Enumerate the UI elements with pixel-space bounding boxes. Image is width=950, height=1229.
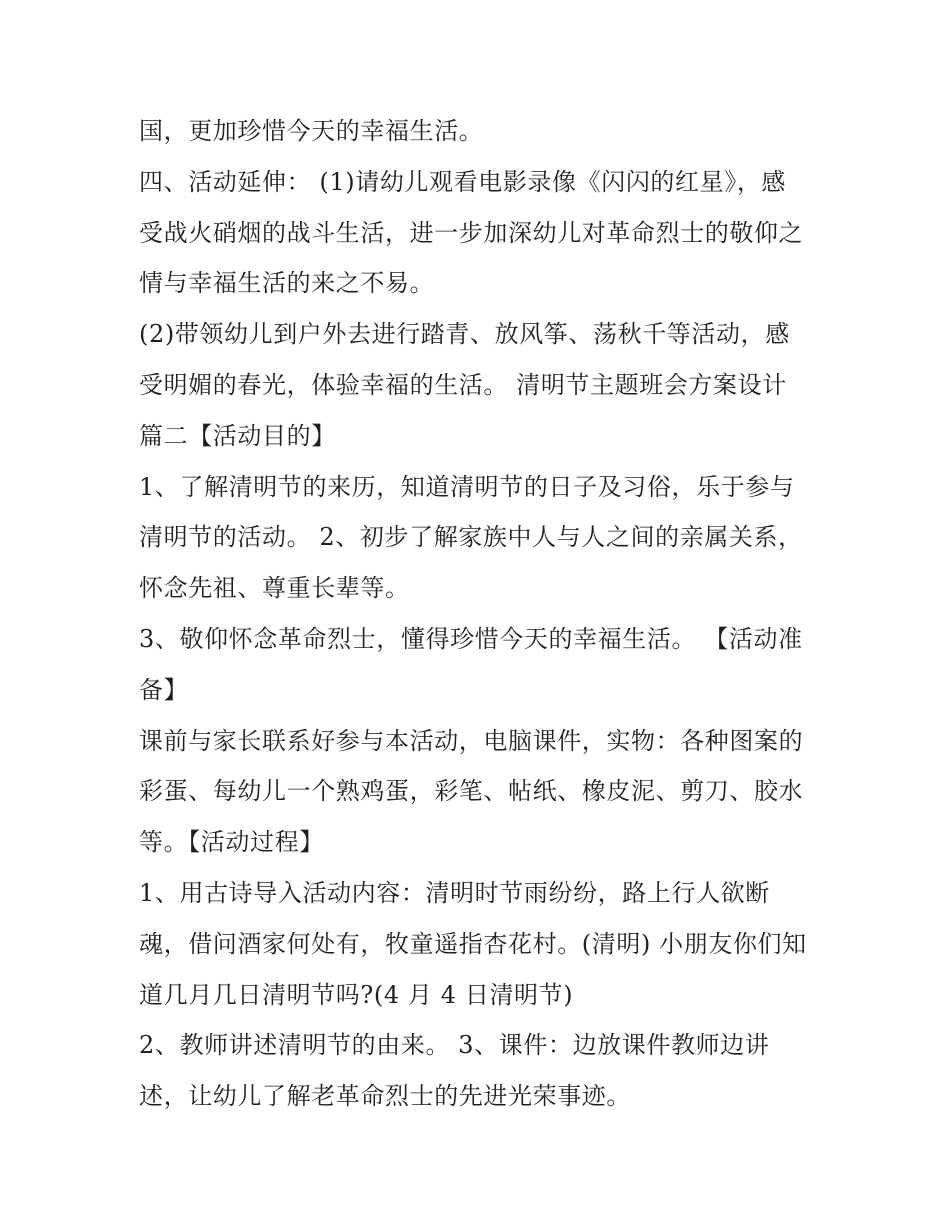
text-line: 清明节的活动。 2、初步了解家族中人与人之间的亲属关系， bbox=[139, 523, 803, 552]
text-line: 四、活动延伸： (1)请幼儿观看电影录像《闪闪的红星》，感 bbox=[139, 167, 787, 196]
text-line: 篇二【活动目的】 bbox=[139, 421, 336, 450]
text-line: (2)带领幼儿到户外去进行踏青、放风筝、荡秋千等活动，感 bbox=[139, 320, 790, 349]
text-line: 情与幸福生活的来之不易。 bbox=[139, 269, 435, 298]
text-line: 课前与家长联系好参与本活动，电脑课件，实物：各种图案的 bbox=[139, 726, 804, 755]
text-line: 道几月几日清明节吗?(4 月 4 日清明节) bbox=[139, 980, 574, 1009]
text-line: 怀念先祖、尊重长辈等。 bbox=[139, 574, 410, 603]
text-line: 述，让幼儿了解老革命烈士的先进光荣事迹。 bbox=[139, 1082, 631, 1111]
text-line: 魂，借问酒家何处有，牧童遥指杏花村。(清明) 小朋友你们知 bbox=[139, 929, 807, 958]
text-line: 受明媚的春光，体验幸福的生活。 清明节主题班会方案设计 bbox=[139, 370, 787, 399]
text-line: 2、教师讲述清明节的由来。 3、课件：边放课件教师边讲 bbox=[139, 1031, 770, 1060]
text-line: 3、敬仰怀念革命烈士，懂得珍惜今天的幸福生活。 【活动准 bbox=[139, 624, 803, 653]
text-line: 国，更加珍惜今天的幸福生活。 bbox=[139, 117, 484, 145]
text-line: 彩蛋、每幼儿一个熟鸡蛋，彩笔、帖纸、橡皮泥、剪刀、胶水 bbox=[139, 777, 804, 806]
text-line: 等。【活动过程】 bbox=[139, 828, 324, 857]
text-line: 备】 bbox=[139, 675, 189, 704]
document-body bbox=[139, 106, 829, 1122]
text-line: 受战火硝烟的战斗生活，进一步加深幼儿对革命烈士的敬仰之 bbox=[139, 218, 804, 247]
text-line: 1、了解清明节的来历，知道清明节的日子及习俗，乐于参与 bbox=[139, 472, 795, 501]
text-line: 1、用古诗导入活动内容：清明时节雨纷纷，路上行人欲断 bbox=[139, 878, 770, 907]
